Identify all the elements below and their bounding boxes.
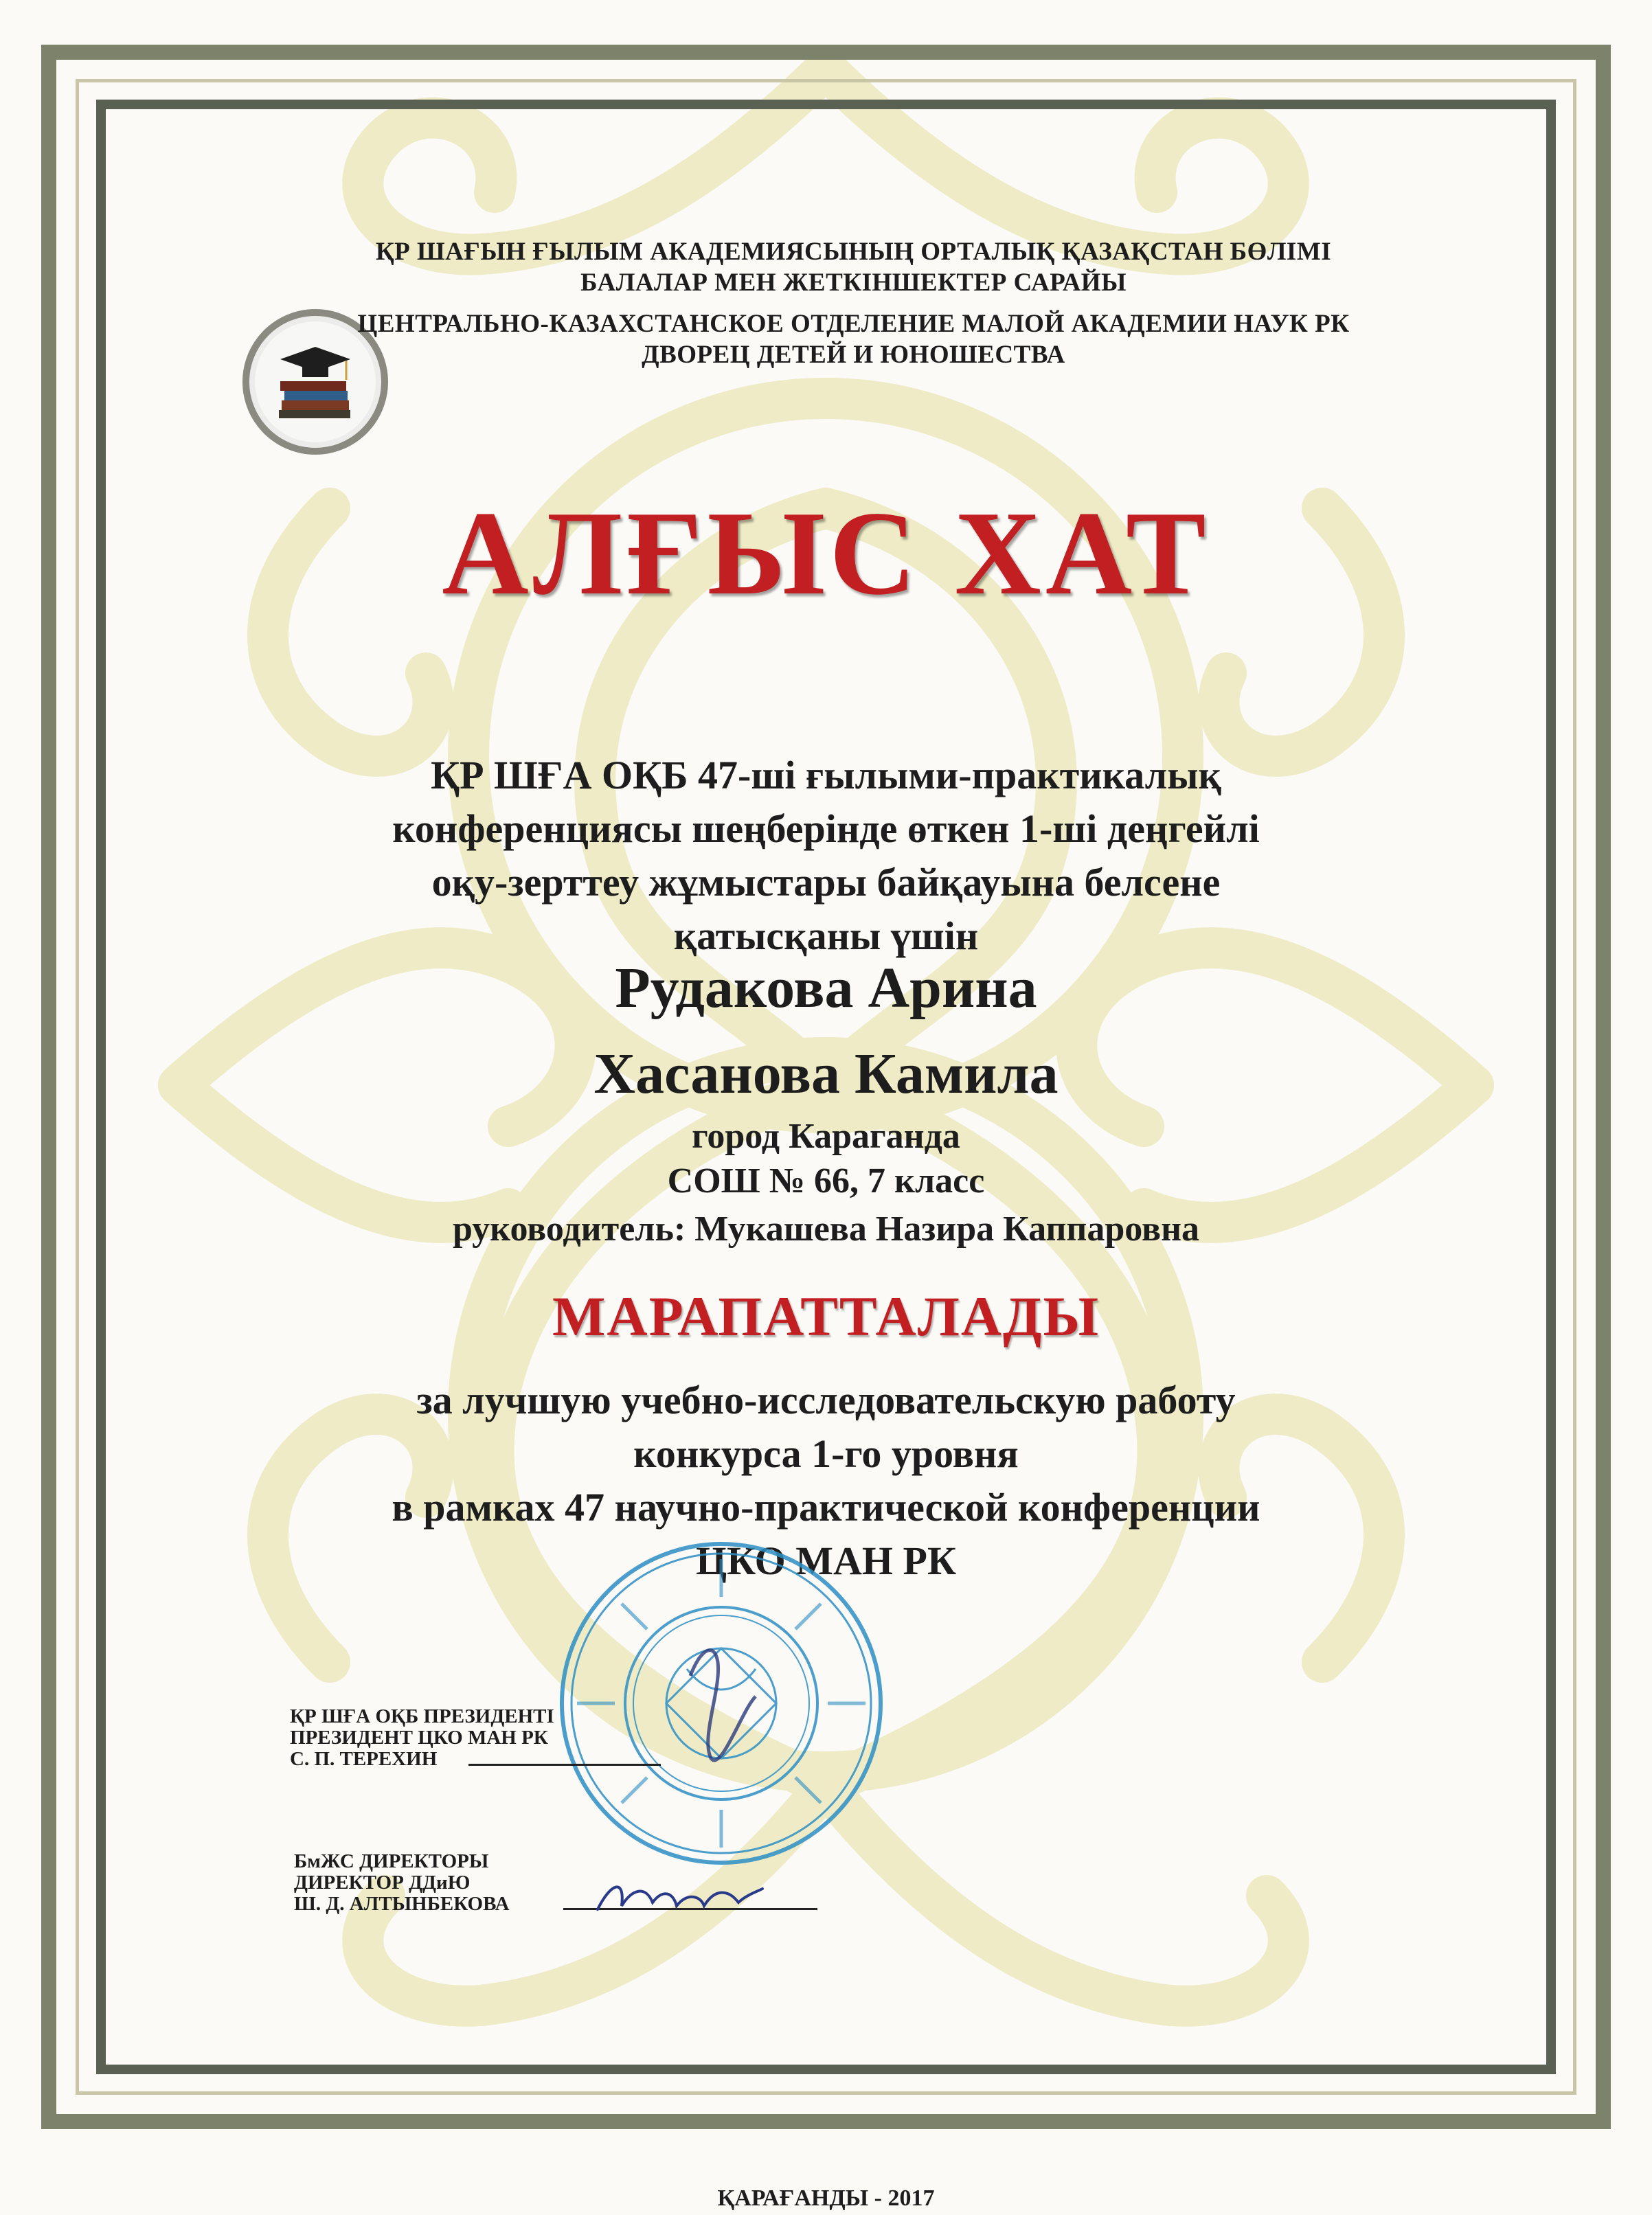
kz-body-line: конференциясы шеңберінде өткен 1-ші деңгейлі: [392, 806, 1260, 851]
city-text: город Караганда: [692, 1117, 960, 1156]
certificate-title: АЛҒЫС ХАТ: [442, 486, 1210, 620]
ru-body-line: за лучшую учебно-исследовательскую работу: [416, 1378, 1236, 1422]
ru-body-line: в рамках 47 научно-практической конференции: [392, 1485, 1260, 1530]
recipient-name: Хасанова Камила: [593, 1042, 1059, 1106]
director-title-kz: БмЖС ДИРЕКТОРЫ: [294, 1850, 489, 1872]
kz-body-line: қатысқаны үшін: [673, 913, 979, 958]
header-kz-line2: БАЛАЛАР МЕН ЖЕТКІНШЕКТЕР САРАЙЫ: [580, 269, 1127, 297]
official-round-seal-icon: [550, 1532, 893, 1875]
kz-body-line: оқу-зерттеу жұмыстары байқауына белсене: [431, 860, 1221, 905]
president-title-ru: ПРЕЗИДЕНТ ЦКО МАН РК: [290, 1727, 548, 1749]
footer-city-year: ҚАРАҒАНДЫ - 2017: [717, 2185, 935, 2211]
header-ru-line1: ЦЕНТРАЛЬНО-КАЗАХСТАНСКОЕ ОТДЕЛЕНИЕ МАЛОЙ АКАДЕМИИ НАУК РК: [357, 310, 1350, 338]
header-kz-line1: ҚР ШАҒЫН ҒЫЛЫМ АКАДЕМИЯСЫНЫҢ ОРТАЛЫҚ ҚАЗАҚСТАН БӨЛІМІ: [375, 238, 1332, 266]
director-signature-block: [294, 1851, 510, 1915]
ru-body-line: конкурса 1-го уровня: [633, 1431, 1019, 1476]
supervisor-text: руководитель: Мукашева Назира Каппаровна: [452, 1209, 1200, 1249]
president-signature-block: [290, 1706, 554, 1770]
director-title-ru: ДИРЕКТОР ДДиЮ: [294, 1872, 471, 1894]
award-heading: МАРАПАТТАЛАДЫ: [552, 1285, 1100, 1348]
kz-body-line: ҚР ШҒА ОҚБ 47-ші ғылыми-практикалық: [431, 753, 1221, 797]
president-signature-line: [468, 1764, 661, 1766]
president-title-kz: ҚР ШҒА ОҚБ ПРЕЗИДЕНТІ: [290, 1705, 554, 1727]
director-name: Ш. Д. АЛТЫНБЕКОВА: [294, 1893, 510, 1915]
recipient-name: Рудакова Арина: [615, 956, 1037, 1020]
ru-body-line: ЦКО МАН РК: [695, 1538, 957, 1583]
school-text: СОШ № 66, 7 класс: [667, 1161, 985, 1201]
president-name: С. П. ТЕРЕХИН: [290, 1748, 438, 1770]
header-ru-line2: ДВОРЕЦ ДЕТЕЙ И ЮНОШЕСТВА: [642, 341, 1065, 369]
handwritten-signature-icon: [591, 1868, 769, 1923]
